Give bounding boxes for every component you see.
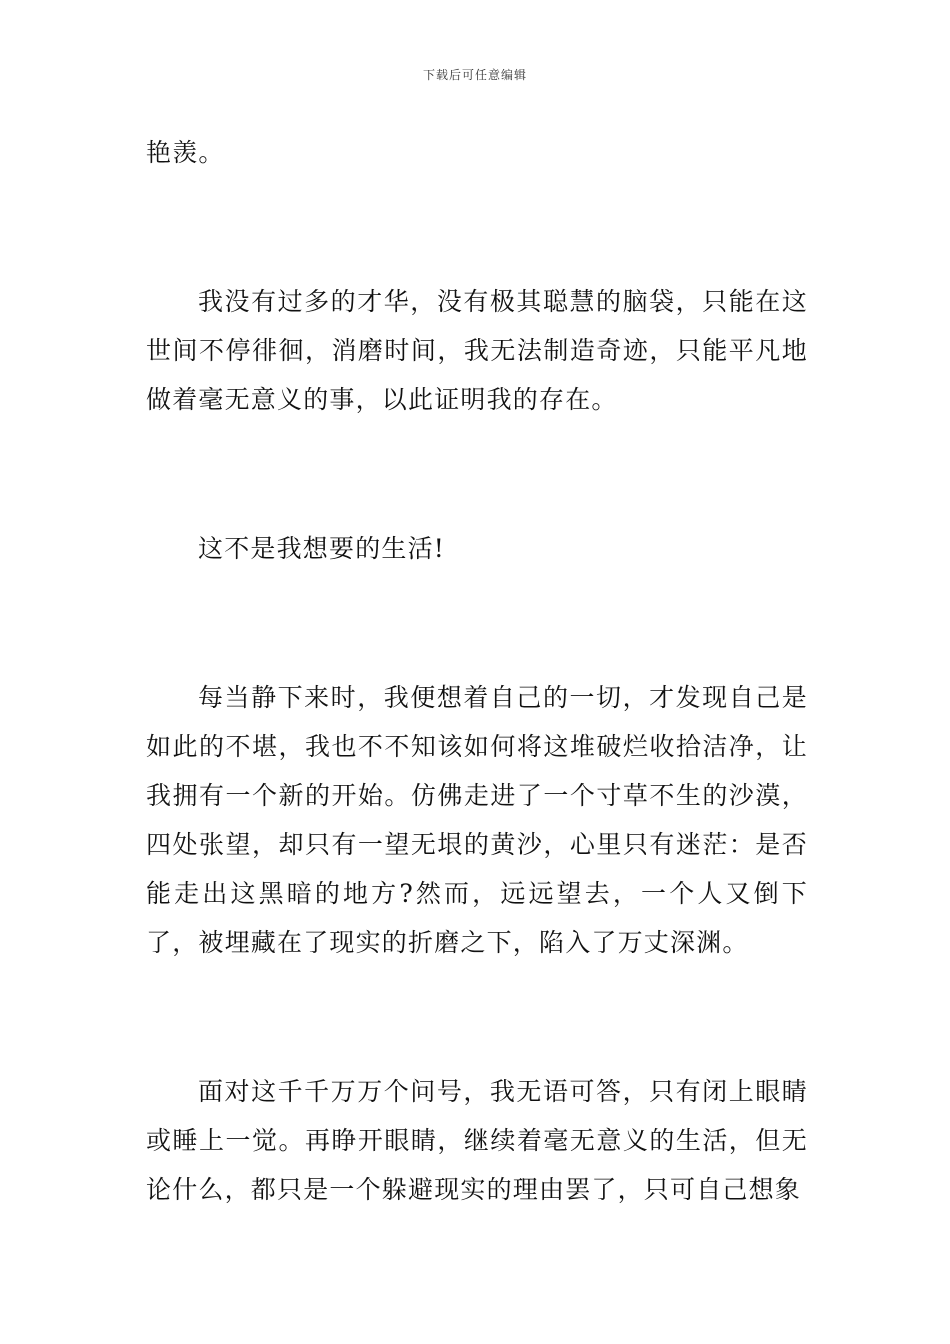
paragraph-questions: 面对这千千万万个问号，我无语可答，只有闭上眼睛或睡上一觉。再睁开眼睛，继续着毫无意义的生活，但无论什么，都只是一个躲避现实的理由罢了，只可自己想象 xyxy=(146,1077,808,1204)
paragraph-not-my-life: 这不是我想要的生活! xyxy=(198,534,446,563)
page-header-note: 下载后可任意编辑 xyxy=(422,68,527,82)
paragraph-talent: 我没有过多的才华，没有极其聪慧的脑袋，只能在这世间不停徘徊，消磨时间，我无法制造奇迹，只能平凡地做着毫无意义的事，以此证明我的存在。 xyxy=(146,287,808,414)
paragraph-desert: 每当静下来时，我便想着自己的一切，才发现自己是如此的不堪，我也不不知该如何将这堆破烂收拾洁净，让我拥有一个新的开始。仿佛走进了一个寸草不生的沙漠，四处张望，却只有一望无垠的黄沙，心里只有迷茫：是否能走出这黑暗的地方?然而，远远望去，一个人又倒下了，被埋藏在了现实的折磨之下，陷入了万丈深渊。 xyxy=(146,683,808,957)
document-body xyxy=(146,128,808,1214)
paragraph-continuation: 艳羡。 xyxy=(146,138,225,167)
